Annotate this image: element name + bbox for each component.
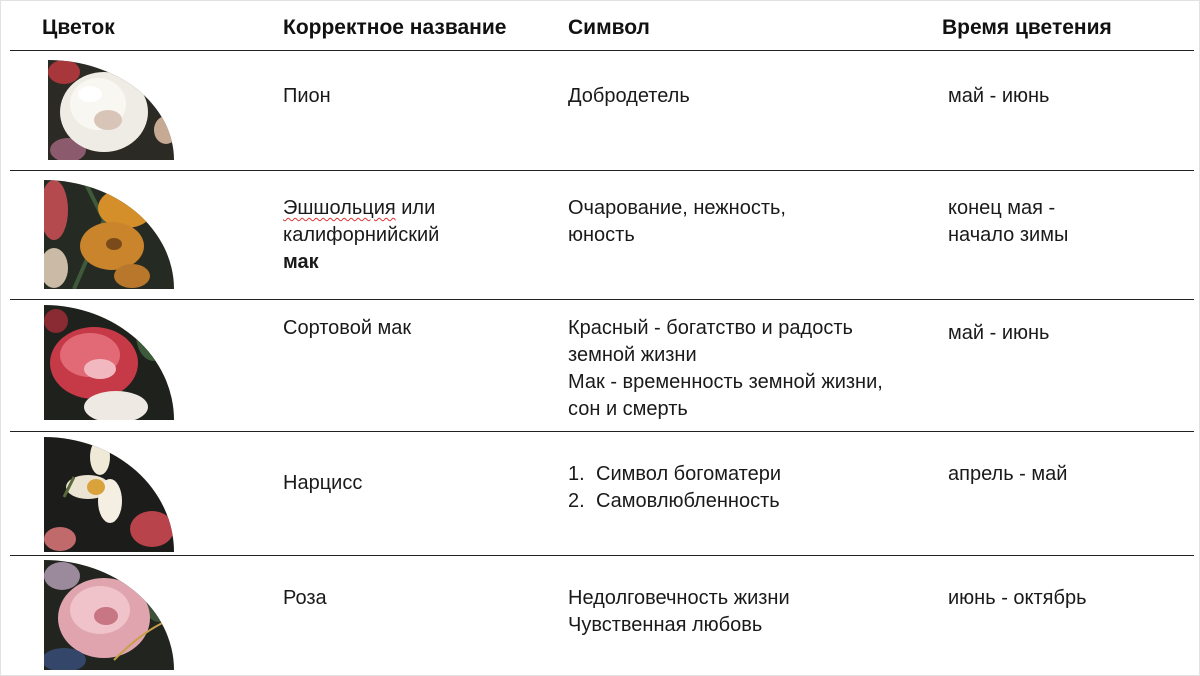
- header-symbol: Символ: [568, 16, 650, 39]
- header-bloom: Время цветения: [942, 16, 1112, 39]
- symbol-line: Мак - временность земной жизни, сон и смерть: [568, 371, 883, 420]
- symbol-cell: [568, 461, 898, 515]
- header-divider: [10, 50, 1194, 51]
- header-name: Корректное название: [283, 16, 507, 39]
- symbol-cell: Очарование, нежность, юность: [568, 197, 786, 246]
- list-number: 2.: [568, 490, 585, 512]
- row-divider: [10, 299, 1194, 300]
- misspelled-word: Эшшольция: [283, 197, 396, 219]
- bloom-cell: май - июнь: [948, 322, 1050, 344]
- bloom-cell: апрель - май: [948, 463, 1068, 485]
- symbol-line: Чувственная любовь: [568, 614, 763, 636]
- name-cell: Пион: [283, 85, 331, 107]
- row-divider: [10, 431, 1194, 432]
- symbol-cell: [568, 315, 898, 423]
- symbol-line: Красный - богатство и радость земной жизни: [568, 317, 853, 366]
- bloom-line: конец мая -: [948, 197, 1056, 219]
- list-text: Самовлюбленность: [596, 490, 780, 512]
- symbol-list: [568, 461, 898, 515]
- symbol-line: Недолговечность жизни: [568, 587, 790, 609]
- row-divider: [10, 555, 1194, 556]
- list-text: Символ богоматери: [596, 463, 782, 485]
- row-divider: [10, 170, 1194, 171]
- symbol-cell: Добродетель: [568, 85, 690, 107]
- bloom-cell: июнь - октябрь: [948, 587, 1087, 609]
- list-number: 1.: [568, 463, 585, 485]
- list-item: [568, 461, 898, 488]
- name-cell: [283, 195, 483, 276]
- name-text: или калифорнийский: [283, 197, 440, 246]
- bloom-cell: [948, 195, 1068, 249]
- symbol-cell: [568, 585, 898, 639]
- name-cell: Роза: [283, 587, 327, 609]
- list-item: [568, 488, 898, 515]
- name-cell: Сортовой мак: [283, 317, 412, 339]
- name-bold-text: мак: [283, 251, 319, 273]
- name-cell: Нарцисс: [283, 472, 363, 494]
- bloom-cell: май - июнь: [948, 85, 1050, 107]
- header-flower: Цветок: [42, 16, 115, 39]
- bloom-line: начало зимы: [948, 224, 1069, 246]
